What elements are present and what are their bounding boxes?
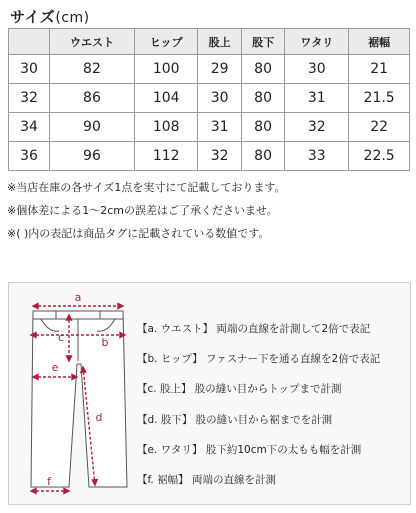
label-e: e: [51, 361, 59, 374]
cell-hem: 22: [349, 113, 410, 142]
cell-size: 34: [9, 113, 50, 142]
header-waist: ウエスト: [50, 29, 135, 55]
jeans-diagram: [25, 289, 135, 495]
cell-hip: 100: [134, 55, 198, 84]
cell-thigh: 32: [285, 113, 349, 142]
cell-inseam: 80: [241, 142, 284, 171]
legend-item-inseam: 【d. 股下】 股の縫い目から裾までを計測: [137, 413, 333, 426]
legend-item-hem: 【f. 裾幅】 両端の直線を計測: [137, 474, 276, 487]
cell-rise: 31: [198, 113, 241, 142]
size-table: [8, 28, 410, 171]
size-title-unit: (cm): [55, 10, 90, 26]
notes: [7, 176, 285, 245]
header-hem: 裾幅: [349, 29, 410, 55]
cell-thigh: 33: [285, 142, 349, 171]
cell-rise: 32: [198, 142, 241, 171]
cell-hip: 108: [134, 113, 198, 142]
cell-size: 32: [9, 84, 50, 113]
label-a: a: [74, 291, 82, 304]
cell-thigh: 31: [285, 84, 349, 113]
cell-size: 36: [9, 142, 50, 171]
size-title-text: サイズ: [10, 8, 56, 26]
label-b: b: [101, 336, 109, 349]
legend-item-hip: 【b. ヒップ】 ファスナー下を通る直線を2倍で表記: [137, 353, 381, 366]
legend-item-waist: 【a. ウエスト】 両端の直線を計測して2倍で表記: [137, 323, 371, 335]
cell-hem: 21.5: [349, 84, 410, 113]
size-table-header-row: [9, 29, 410, 55]
cell-waist: 96: [50, 142, 135, 171]
cell-hem: 21: [349, 55, 410, 84]
cell-waist: 90: [50, 113, 135, 142]
header-size: [9, 29, 50, 55]
table-row: [9, 113, 410, 142]
cell-size: 30: [9, 55, 50, 84]
header-inseam: 股下: [241, 29, 284, 55]
note-line: ※当店在庫の各サイズ1点を実寸にて記載しております。: [7, 181, 286, 194]
note-line: ※( )内の表記は商品タグに記載されている数値です。: [7, 227, 270, 240]
cell-inseam: 80: [241, 113, 284, 142]
cell-inseam: 80: [241, 55, 284, 84]
cell-hip: 104: [134, 84, 198, 113]
jeans-outline: [31, 311, 127, 487]
note-line: ※個体差による1〜2cmの誤差はご了承くださいませ。: [7, 204, 278, 217]
header-hip: ヒップ: [134, 29, 198, 55]
header-thigh: ワタリ: [285, 29, 349, 55]
measurement-legend: [137, 314, 380, 495]
table-row: [9, 55, 410, 84]
cell-rise: 30: [198, 84, 241, 113]
size-title: [10, 6, 90, 27]
label-c: c: [57, 331, 65, 344]
cell-thigh: 30: [285, 55, 349, 84]
measurement-guide-panel: [8, 282, 411, 505]
label-f: f: [47, 475, 51, 488]
cell-hip: 112: [134, 142, 198, 171]
cell-hem: 22.5: [349, 142, 410, 171]
cell-waist: 86: [50, 84, 135, 113]
cell-rise: 29: [198, 55, 241, 84]
cell-inseam: 80: [241, 84, 284, 113]
legend-item-thigh: 【e. ワタリ】 股下約10cm下の太もも幅を計測: [137, 443, 362, 456]
table-row: [9, 84, 410, 113]
cell-waist: 82: [50, 55, 135, 84]
label-d: d: [95, 411, 103, 424]
header-rise: 股上: [198, 29, 241, 55]
table-row: [9, 142, 410, 171]
legend-item-rise: 【c. 股上】 股の縫い目からトップまで計測: [137, 383, 342, 396]
